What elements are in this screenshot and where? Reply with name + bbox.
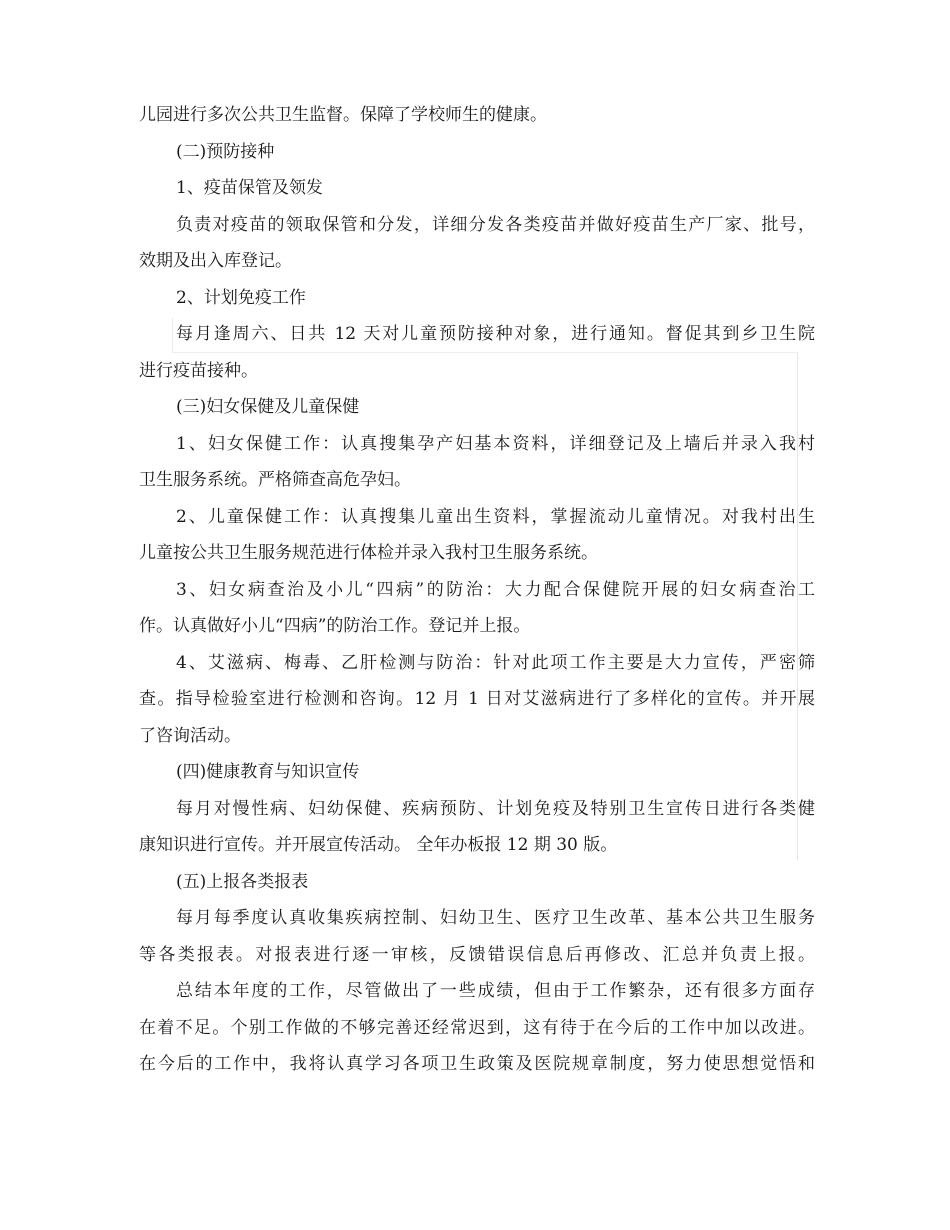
paragraph-line: 每月对慢性病、妇幼保健、疾病预防、计划免疫及特别卫生宣传日进行各类健 — [176, 798, 815, 819]
subheading-immunization-plan: 2、计划免疫工作 — [176, 287, 306, 308]
paragraph-line: 3、妇女病查治及小儿“四病”的防治：大力配合保健院开展的妇女病查治工 — [176, 579, 815, 600]
paragraph-line: 每月逢周六、日共 12 天对儿童预防接种对象，进行通知。督促其到乡卫生院 — [176, 324, 815, 344]
paragraph-line: 康知识进行宣传。并开展宣传活动。 全年办板报 12 期 30 版。 — [139, 835, 618, 855]
paragraph-line: 2、儿童保健工作：认真搜集儿童出生资料，掌握流动儿童情况。对我村出生 — [176, 506, 815, 527]
paragraph-line: 效期及出入库登记。 — [139, 251, 292, 271]
paragraph-line: 4、艾滋病、梅毒、乙肝检测与防治：针对此项工作主要是大力宣传，严密筛 — [176, 652, 815, 673]
paragraph-line: 进行疫苗接种。 — [139, 360, 258, 381]
paragraph-line: 负责对疫苗的领取保管和分发，详细分发各类疫苗并做好疫苗生产厂家、批号， — [176, 214, 815, 235]
paragraph-line: 作。认真做好小儿“四病”的防治工作。登记并上报。 — [139, 616, 531, 636]
section-heading-vaccination: (二)预防接种 — [176, 141, 275, 162]
paragraph-line: 总结本年度的工作，尽管做出了一些成绩，但由于工作繁杂，还有很多方面存 — [176, 981, 815, 1001]
document-body — [139, 97, 815, 1083]
paragraph-line: 等各类报表。对报表进行逐一审核，反馈错误信息后再修改、汇总并负责上报。 — [139, 944, 815, 965]
paragraph-line: 了咨询活动。 — [139, 725, 241, 746]
section-heading-health-education: (四)健康教育与知识宣传 — [176, 762, 360, 782]
paragraph-line: 查。指导检验室进行检测和咨询。12 月 1 日对艾滋病进行了多样化的宣传。并开展 — [139, 689, 815, 709]
paragraph-line: 卫生服务系统。严格筛查高危孕妇。 — [139, 470, 411, 490]
paragraph-line: 儿童按公共卫生服务规范进行体检并录入我村卫生服务系统。 — [139, 543, 598, 563]
paragraph-line: 1、妇女保健工作：认真搜集孕产妇基本资料，详细登记及上墙后并录入我村 — [176, 433, 815, 454]
paragraph-line: 儿园进行多次公共卫生监督。保障了学校师生的健康。 — [139, 105, 547, 125]
paragraph-line: 在今后的工作中，我将认真学习各项卫生政策及医院规章制度，努力使思想觉悟和 — [139, 1054, 815, 1074]
paragraph-line: 在着不足。个别工作做的不够完善还经常迟到，这有待于在今后的工作中加以改进。 — [139, 1017, 815, 1038]
section-heading-reports: (五)上报各类报表 — [176, 871, 309, 892]
paragraph-line: 每月每季度认真收集疾病控制、妇幼卫生、医疗卫生改革、基本公共卫生服务 — [176, 908, 815, 928]
section-heading-maternal-child-health: (三)妇女保健及儿童保健 — [176, 397, 360, 417]
subheading-vaccine-storage: 1、疫苗保管及领发 — [176, 178, 323, 198]
